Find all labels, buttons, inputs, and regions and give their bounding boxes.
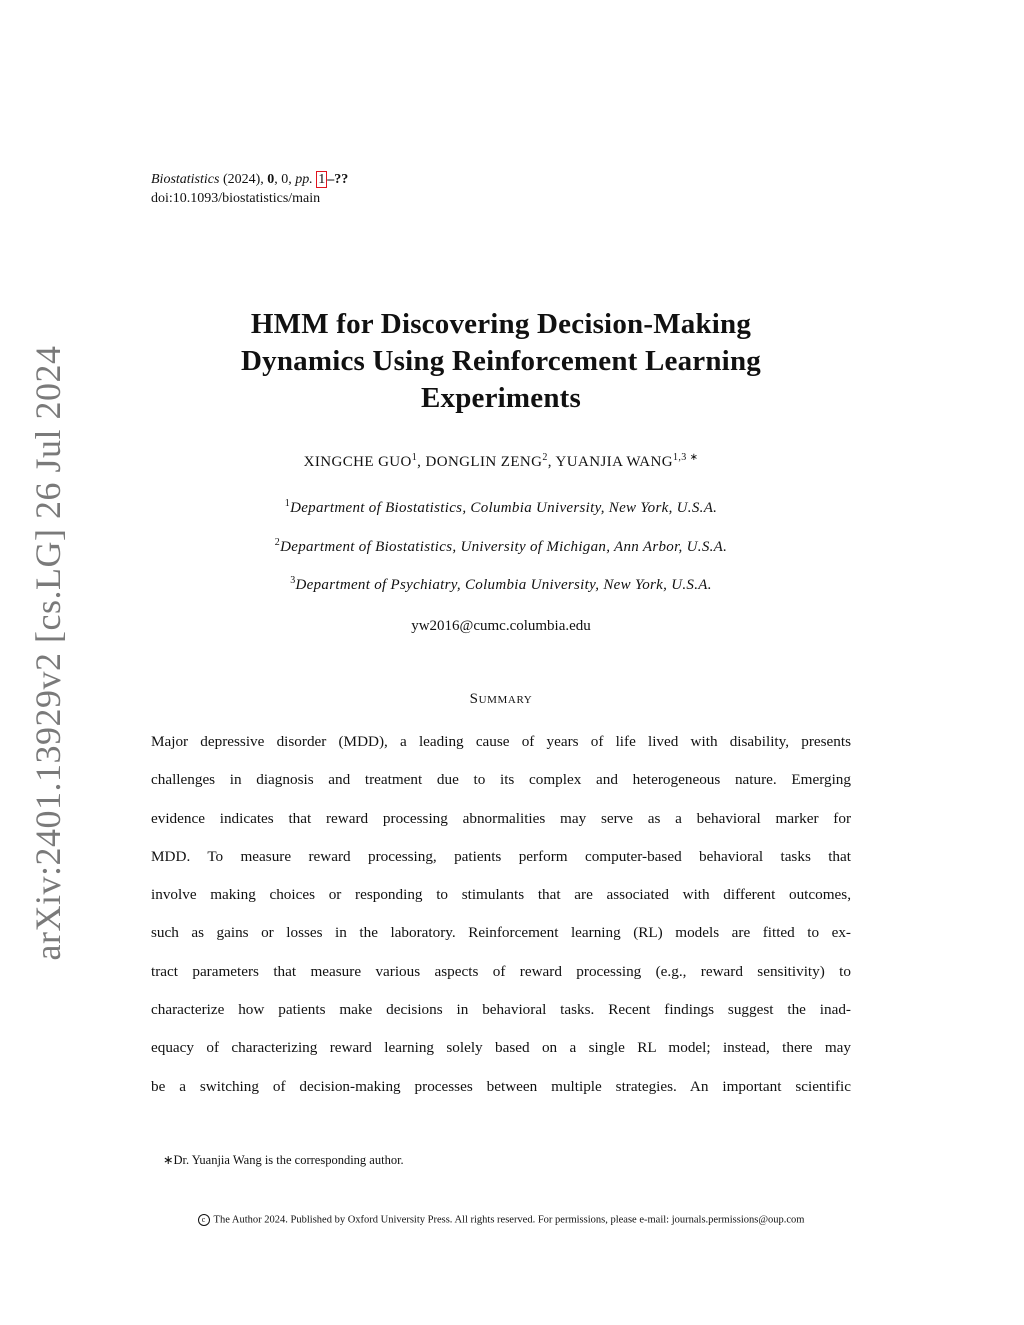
affiliation-text: Department of Psychiatry, Columbia University, New York, U.S.A.: [295, 577, 712, 593]
affiliation-sup: 1: [284, 498, 291, 509]
affiliation-text: Department of Biostatistics, University of Michigan, Ann Arbor, U.S.A.: [280, 539, 728, 555]
author-name: YUANJIA WANG: [555, 454, 673, 470]
abstract-body: [151, 730, 851, 1113]
pages-label: pp.: [295, 172, 313, 187]
author-name: DONGLIN ZENG: [425, 454, 543, 470]
journal-name: Biostatistics: [151, 172, 220, 187]
first-page-link[interactable]: 1: [318, 172, 326, 187]
arxiv-stamp: [18, 345, 78, 960]
author-list: [150, 452, 852, 471]
journal-year: (2024),: [222, 172, 264, 187]
affiliation-2: [150, 537, 852, 556]
affiliation-1: [150, 498, 852, 517]
copyright-icon: c: [198, 1214, 210, 1226]
abstract-line: such as gains or losses in the laboratory. Reinforcement learning (RL) models are fitted to ex-: [151, 924, 851, 942]
abstract-line: involve making choices or responding to stimulants that are associated with different outcomes,: [151, 886, 851, 904]
author-name: XINGCHE GUO: [303, 454, 412, 470]
citation-line: [151, 170, 348, 189]
affiliation-text: Department of Biostatistics, Columbia University, New York, U.S.A.: [290, 500, 718, 516]
journal-issue: , 0,: [274, 172, 292, 187]
author-affil-sup: 1: [411, 452, 418, 463]
affiliation-sup: 3: [290, 575, 296, 586]
abstract-line: evidence indicates that reward processing abnormalities may serve as a behavioral marker for: [151, 809, 851, 827]
abstract-line: tract parameters that measure various aspects of reward processing (e.g., reward sensitivity) to: [151, 962, 851, 980]
abstract-line: equacy of characterizing reward learning solely based on a single RL model; instead, there may: [151, 1039, 851, 1057]
arxiv-stamp-text: arXiv:2401.13929v2 [cs.LG] 26 Jul 2024: [28, 345, 68, 960]
doi: doi:10.1093/biostatistics/main: [151, 191, 321, 206]
author-separator: ,: [417, 454, 426, 470]
abstract-line: challenges in diagnosis and treatment due to its complex and heterogeneous nature. Emerging: [151, 771, 851, 789]
copyright-text: The Author 2024. Published by Oxford University Press. All rights reserved. For permissions, please e-mail: journals.permissions@oup.com: [213, 1214, 805, 1226]
author-affil-sup: 1,3: [672, 452, 687, 463]
abstract-line: MDD. To measure reward processing, patients perform computer-based behavioral tasks that: [151, 847, 851, 865]
title-line-3: Experiments: [420, 382, 582, 414]
paper-title: [180, 306, 822, 417]
abstract-line: Major depressive disorder (MDD), a leading cause of years of life lived with disability, presents: [151, 733, 851, 750]
contact-email[interactable]: yw2016@cumc.columbia.edu: [411, 618, 591, 634]
corresponding-marker: ∗: [686, 452, 699, 463]
last-page: –??: [327, 172, 349, 187]
corresponding-author-footnote: ∗Dr. Yuanjia Wang is the corresponding author.: [163, 1153, 404, 1167]
summary-heading: Summary: [469, 691, 533, 707]
copyright-notice: [151, 1214, 851, 1226]
journal-volume: 0: [267, 172, 275, 187]
author-separator: ,: [547, 454, 556, 470]
title-line-1: HMM for Discovering Decision-Making: [250, 308, 752, 340]
title-line-2: Dynamics Using Reinforcement Learning: [241, 345, 761, 377]
abstract-line: characterize how patients make decisions in behavioral tasks. Recent findings suggest the inad-: [151, 1001, 851, 1019]
affiliation-sup: 2: [274, 537, 281, 548]
affiliation-3: [150, 575, 852, 594]
author-affil-sup: 2: [542, 452, 548, 463]
abstract-line: be a switching of decision-making processes between multiple strategies. An important scientific: [151, 1077, 851, 1095]
journal-header: [151, 170, 348, 208]
